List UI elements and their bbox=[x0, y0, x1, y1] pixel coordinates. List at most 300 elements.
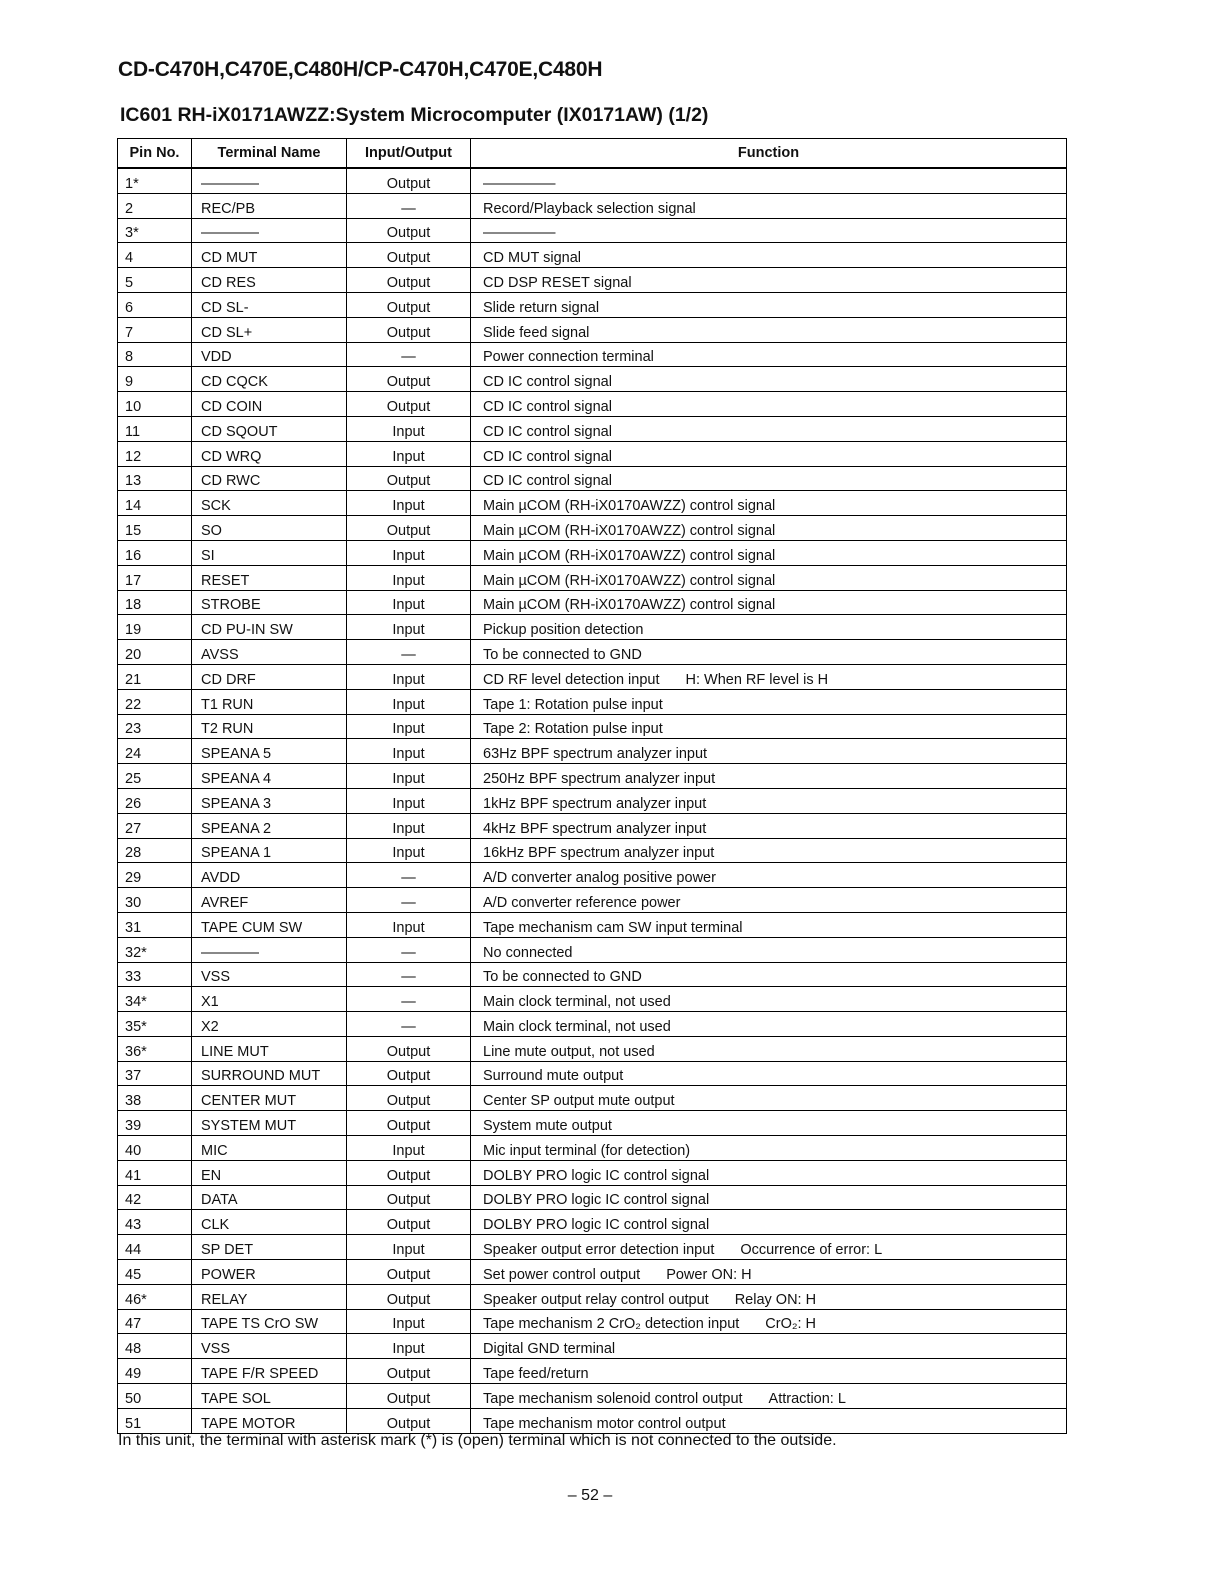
input-output-cell: — bbox=[347, 937, 471, 962]
function-text: Tape 2: Rotation pulse input bbox=[483, 721, 663, 738]
input-output-cell: Input bbox=[347, 615, 471, 640]
table-row bbox=[118, 664, 1067, 689]
table-row bbox=[118, 863, 1067, 888]
pin-number-cell: 24 bbox=[118, 739, 192, 764]
pin-number-cell: 4 bbox=[118, 243, 192, 268]
function-text: Record/Playback selection signal bbox=[483, 200, 696, 217]
function-text: To be connected to GND bbox=[483, 646, 642, 663]
table-row bbox=[118, 764, 1067, 789]
function-cell bbox=[471, 1012, 1067, 1037]
table-row bbox=[118, 1284, 1067, 1309]
pin-number-cell: 40 bbox=[118, 1136, 192, 1161]
input-output-cell: Output bbox=[347, 1284, 471, 1309]
function-text: ————— bbox=[483, 225, 556, 242]
terminal-name-cell: CD SQOUT bbox=[192, 416, 347, 441]
function-text: Main µCOM (RH-iX0170AWZZ) control signal bbox=[483, 572, 776, 589]
pin-number-cell: 12 bbox=[118, 441, 192, 466]
function-text: Slide feed signal bbox=[483, 324, 590, 341]
function-text: A/D converter reference power bbox=[483, 894, 681, 911]
input-output-cell: Output bbox=[347, 218, 471, 243]
pin-number-cell: 8 bbox=[118, 342, 192, 367]
function-text: Surround mute output bbox=[483, 1068, 624, 1085]
function-cell bbox=[471, 739, 1067, 764]
terminal-name-cell: SYSTEM MUT bbox=[192, 1111, 347, 1136]
function-text: Power connection terminal bbox=[483, 349, 654, 366]
function-cell bbox=[471, 863, 1067, 888]
input-output-cell: — bbox=[347, 193, 471, 218]
terminal-name-cell: MIC bbox=[192, 1136, 347, 1161]
input-output-cell: — bbox=[347, 1012, 471, 1037]
table-row bbox=[118, 1384, 1067, 1409]
table-row bbox=[118, 1260, 1067, 1285]
table-row bbox=[118, 640, 1067, 665]
input-output-cell: — bbox=[347, 962, 471, 987]
pin-number-cell: 18 bbox=[118, 590, 192, 615]
input-output-cell: Output bbox=[347, 1384, 471, 1409]
pin-number-cell: 26 bbox=[118, 788, 192, 813]
function-cell bbox=[471, 590, 1067, 615]
function-text: ————— bbox=[483, 175, 556, 192]
pin-number-cell: 44 bbox=[118, 1235, 192, 1260]
terminal-name-cell: POWER bbox=[192, 1260, 347, 1285]
input-output-cell: Input bbox=[347, 540, 471, 565]
function-cell bbox=[471, 441, 1067, 466]
table-row bbox=[118, 540, 1067, 565]
pin-number-cell: 23 bbox=[118, 714, 192, 739]
pin-number-cell: 39 bbox=[118, 1111, 192, 1136]
pin-number-cell: 31 bbox=[118, 912, 192, 937]
table-row bbox=[118, 1160, 1067, 1185]
table-row bbox=[118, 342, 1067, 367]
table-row bbox=[118, 193, 1067, 218]
input-output-cell: Input bbox=[347, 1235, 471, 1260]
pin-number-cell: 13 bbox=[118, 466, 192, 491]
pin-number-cell: 45 bbox=[118, 1260, 192, 1285]
pin-number-cell: 21 bbox=[118, 664, 192, 689]
table-row bbox=[118, 937, 1067, 962]
terminal-name-cell: CD SL+ bbox=[192, 317, 347, 342]
pin-number-cell: 17 bbox=[118, 565, 192, 590]
function-cell bbox=[471, 317, 1067, 342]
footnote: In this unit, the terminal with asterisk mark (*) is (open) terminal which is not connected to the outside. bbox=[118, 1432, 837, 1449]
table-row bbox=[118, 317, 1067, 342]
input-output-cell: Output bbox=[347, 1359, 471, 1384]
terminal-name-cell: TAPE MOTOR bbox=[192, 1408, 347, 1433]
function-cell bbox=[471, 1160, 1067, 1185]
terminal-name-cell: RELAY bbox=[192, 1284, 347, 1309]
function-text: Main µCOM (RH-iX0170AWZZ) control signal bbox=[483, 498, 776, 515]
function-note: Attraction: L bbox=[768, 1390, 846, 1407]
function-text: Speaker output relay control output bbox=[483, 1291, 709, 1308]
terminal-name-cell: SP DET bbox=[192, 1235, 347, 1260]
input-output-cell: Output bbox=[347, 1036, 471, 1061]
function-cell bbox=[471, 838, 1067, 863]
function-text: Digital GND terminal bbox=[483, 1341, 616, 1358]
input-output-cell: Output bbox=[347, 317, 471, 342]
function-cell bbox=[471, 1185, 1067, 1210]
pin-number-cell: 49 bbox=[118, 1359, 192, 1384]
input-output-cell: Output bbox=[347, 1260, 471, 1285]
function-text: CD IC control signal bbox=[483, 374, 612, 391]
input-output-cell: Input bbox=[347, 441, 471, 466]
function-cell bbox=[471, 664, 1067, 689]
terminal-name-cell: X2 bbox=[192, 1012, 347, 1037]
input-output-cell: Output bbox=[347, 1408, 471, 1433]
table-body bbox=[118, 168, 1067, 1433]
table-row bbox=[118, 987, 1067, 1012]
input-output-cell: Input bbox=[347, 764, 471, 789]
pin-number-cell: 41 bbox=[118, 1160, 192, 1185]
terminal-name-cell: CD WRQ bbox=[192, 441, 347, 466]
function-cell bbox=[471, 1210, 1067, 1235]
table-row bbox=[118, 1359, 1067, 1384]
function-text: 1kHz BPF spectrum analyzer input bbox=[483, 795, 707, 812]
terminal-name-cell: SPEANA 3 bbox=[192, 788, 347, 813]
input-output-cell: Output bbox=[347, 392, 471, 417]
function-text: CD RF level detection input bbox=[483, 671, 660, 688]
pin-number-cell: 3* bbox=[118, 218, 192, 243]
function-text: A/D converter analog positive power bbox=[483, 870, 716, 887]
table-row bbox=[118, 392, 1067, 417]
terminal-name-cell: TAPE SOL bbox=[192, 1384, 347, 1409]
input-output-cell: Output bbox=[347, 168, 471, 193]
table-row bbox=[118, 1036, 1067, 1061]
terminal-name-cell: LINE MUT bbox=[192, 1036, 347, 1061]
table-row bbox=[118, 1086, 1067, 1111]
table-row bbox=[118, 788, 1067, 813]
pin-number-cell: 7 bbox=[118, 317, 192, 342]
pin-number-cell: 19 bbox=[118, 615, 192, 640]
function-text: Mic input terminal (for detection) bbox=[483, 1142, 691, 1159]
terminal-name-cell: SI bbox=[192, 540, 347, 565]
pin-number-cell: 14 bbox=[118, 491, 192, 516]
function-cell bbox=[471, 292, 1067, 317]
function-cell bbox=[471, 689, 1067, 714]
function-cell bbox=[471, 714, 1067, 739]
function-cell bbox=[471, 218, 1067, 243]
input-output-cell: Output bbox=[347, 243, 471, 268]
function-cell bbox=[471, 1384, 1067, 1409]
table-row bbox=[118, 1136, 1067, 1161]
function-text: Tape mechanism solenoid control output bbox=[483, 1390, 743, 1407]
function-cell bbox=[471, 268, 1067, 293]
function-note: H: When RF level is H bbox=[685, 671, 829, 688]
function-cell bbox=[471, 342, 1067, 367]
table-row bbox=[118, 218, 1067, 243]
pin-number-cell: 51 bbox=[118, 1408, 192, 1433]
function-text: Tape mechanism 2 CrO₂ detection input bbox=[483, 1316, 740, 1333]
terminal-name-cell: CD PU-IN SW bbox=[192, 615, 347, 640]
table-row bbox=[118, 1408, 1067, 1433]
table-row bbox=[118, 268, 1067, 293]
function-text: 63Hz BPF spectrum analyzer input bbox=[483, 746, 708, 763]
header-terminal-name: Terminal Name bbox=[192, 139, 347, 169]
table-row bbox=[118, 813, 1067, 838]
pin-number-cell: 1* bbox=[118, 168, 192, 193]
header-function: Function bbox=[471, 139, 1067, 169]
table-row bbox=[118, 491, 1067, 516]
function-note: Relay ON: H bbox=[734, 1291, 817, 1308]
terminal-name-cell: RESET bbox=[192, 565, 347, 590]
terminal-name-cell: CD CQCK bbox=[192, 367, 347, 392]
terminal-name-cell: TAPE TS CrO SW bbox=[192, 1309, 347, 1334]
function-text: 4kHz BPF spectrum analyzer input bbox=[483, 820, 707, 837]
input-output-cell: Output bbox=[347, 516, 471, 541]
terminal-name-cell: TAPE F/R SPEED bbox=[192, 1359, 347, 1384]
function-cell bbox=[471, 1235, 1067, 1260]
table-row bbox=[118, 168, 1067, 193]
table-row bbox=[118, 441, 1067, 466]
function-text: Main clock terminal, not used bbox=[483, 1018, 671, 1035]
function-cell bbox=[471, 466, 1067, 491]
terminal-name-cell: T2 RUN bbox=[192, 714, 347, 739]
terminal-name-cell: CD COIN bbox=[192, 392, 347, 417]
pin-number-cell: 27 bbox=[118, 813, 192, 838]
function-cell bbox=[471, 1036, 1067, 1061]
terminal-name-cell: SPEANA 4 bbox=[192, 764, 347, 789]
terminal-name-cell: ———— bbox=[192, 937, 347, 962]
pin-number-cell: 47 bbox=[118, 1309, 192, 1334]
pin-number-cell: 50 bbox=[118, 1384, 192, 1409]
terminal-name-cell: AVDD bbox=[192, 863, 347, 888]
function-text: Pickup position detection bbox=[483, 622, 644, 639]
function-cell bbox=[471, 1334, 1067, 1359]
table-row bbox=[118, 912, 1067, 937]
input-output-cell: Output bbox=[347, 367, 471, 392]
terminal-name-cell: VSS bbox=[192, 1334, 347, 1359]
function-cell bbox=[471, 912, 1067, 937]
terminal-name-cell: SPEANA 2 bbox=[192, 813, 347, 838]
function-cell bbox=[471, 962, 1067, 987]
pin-number-cell: 28 bbox=[118, 838, 192, 863]
function-text: System mute output bbox=[483, 1118, 612, 1135]
input-output-cell: Input bbox=[347, 813, 471, 838]
table-row bbox=[118, 516, 1067, 541]
terminal-name-cell: X1 bbox=[192, 987, 347, 1012]
terminal-name-cell: TAPE CUM SW bbox=[192, 912, 347, 937]
header-pin-no: Pin No. bbox=[118, 139, 192, 169]
input-output-cell: Output bbox=[347, 1086, 471, 1111]
function-text: CD IC control signal bbox=[483, 423, 612, 440]
input-output-cell: Input bbox=[347, 1309, 471, 1334]
function-text: CD IC control signal bbox=[483, 398, 612, 415]
function-cell bbox=[471, 788, 1067, 813]
terminal-name-cell: CENTER MUT bbox=[192, 1086, 347, 1111]
input-output-cell: Input bbox=[347, 838, 471, 863]
table-row bbox=[118, 1235, 1067, 1260]
function-text: Center SP output mute output bbox=[483, 1093, 675, 1110]
input-output-cell: — bbox=[347, 888, 471, 913]
function-note: Power ON: H bbox=[666, 1266, 752, 1283]
function-text: Speaker output error detection input bbox=[483, 1242, 715, 1259]
input-output-cell: Input bbox=[347, 590, 471, 615]
input-output-cell: Output bbox=[347, 1160, 471, 1185]
function-cell bbox=[471, 1111, 1067, 1136]
pin-number-cell: 35* bbox=[118, 1012, 192, 1037]
input-output-cell: Input bbox=[347, 739, 471, 764]
terminal-name-cell: SPEANA 1 bbox=[192, 838, 347, 863]
terminal-name-cell: CD RWC bbox=[192, 466, 347, 491]
terminal-name-cell: AVSS bbox=[192, 640, 347, 665]
table-row bbox=[118, 1185, 1067, 1210]
pin-number-cell: 2 bbox=[118, 193, 192, 218]
pin-number-cell: 42 bbox=[118, 1185, 192, 1210]
pin-number-cell: 32* bbox=[118, 937, 192, 962]
function-text: CD DSP RESET signal bbox=[483, 274, 632, 291]
function-cell bbox=[471, 813, 1067, 838]
table-row bbox=[118, 367, 1067, 392]
input-output-cell: Input bbox=[347, 912, 471, 937]
function-cell bbox=[471, 416, 1067, 441]
input-output-cell: Input bbox=[347, 1136, 471, 1161]
terminal-name-cell: EN bbox=[192, 1160, 347, 1185]
input-output-cell: Input bbox=[347, 491, 471, 516]
terminal-name-cell: SPEANA 5 bbox=[192, 739, 347, 764]
pin-number-cell: 5 bbox=[118, 268, 192, 293]
terminal-name-cell: SO bbox=[192, 516, 347, 541]
pin-number-cell: 25 bbox=[118, 764, 192, 789]
function-cell bbox=[471, 243, 1067, 268]
terminal-name-cell: CD RES bbox=[192, 268, 347, 293]
input-output-cell: Output bbox=[347, 466, 471, 491]
input-output-cell: Input bbox=[347, 565, 471, 590]
pin-number-cell: 9 bbox=[118, 367, 192, 392]
table-row bbox=[118, 1210, 1067, 1235]
input-output-cell: Output bbox=[347, 268, 471, 293]
function-text: No connected bbox=[483, 944, 573, 961]
header-input-output: Input/Output bbox=[347, 139, 471, 169]
pin-number-cell: 16 bbox=[118, 540, 192, 565]
function-cell bbox=[471, 565, 1067, 590]
pin-number-cell: 22 bbox=[118, 689, 192, 714]
function-cell bbox=[471, 615, 1067, 640]
terminal-name-cell: SCK bbox=[192, 491, 347, 516]
table-row bbox=[118, 689, 1067, 714]
function-cell bbox=[471, 1284, 1067, 1309]
table-row bbox=[118, 714, 1067, 739]
function-text: CD IC control signal bbox=[483, 448, 612, 465]
pin-number-cell: 34* bbox=[118, 987, 192, 1012]
function-text: To be connected to GND bbox=[483, 969, 642, 986]
pin-number-cell: 6 bbox=[118, 292, 192, 317]
pin-number-cell: 48 bbox=[118, 1334, 192, 1359]
input-output-cell: — bbox=[347, 342, 471, 367]
table-row bbox=[118, 888, 1067, 913]
function-text: Tape 1: Rotation pulse input bbox=[483, 696, 663, 713]
table-row bbox=[118, 565, 1067, 590]
pin-number-cell: 33 bbox=[118, 962, 192, 987]
function-cell bbox=[471, 888, 1067, 913]
function-text: 250Hz BPF spectrum analyzer input bbox=[483, 770, 716, 787]
table-row bbox=[118, 1012, 1067, 1037]
function-cell bbox=[471, 540, 1067, 565]
function-note: Occurrence of error: L bbox=[740, 1242, 883, 1259]
function-text: Line mute output, not used bbox=[483, 1043, 655, 1060]
function-cell bbox=[471, 367, 1067, 392]
function-text: DOLBY PRO logic IC control signal bbox=[483, 1167, 710, 1184]
table-row bbox=[118, 292, 1067, 317]
pin-number-cell: 38 bbox=[118, 1086, 192, 1111]
table-row bbox=[118, 739, 1067, 764]
terminal-name-cell: CD SL- bbox=[192, 292, 347, 317]
function-cell bbox=[471, 1260, 1067, 1285]
table-header-row bbox=[118, 139, 1067, 169]
function-text: Main µCOM (RH-iX0170AWZZ) control signal bbox=[483, 522, 776, 539]
terminal-name-cell: CD MUT bbox=[192, 243, 347, 268]
input-output-cell: Input bbox=[347, 788, 471, 813]
input-output-cell: Output bbox=[347, 1061, 471, 1086]
pin-function-table bbox=[117, 138, 1067, 1434]
function-cell bbox=[471, 1309, 1067, 1334]
input-output-cell: — bbox=[347, 863, 471, 888]
function-text: Set power control output bbox=[483, 1266, 641, 1283]
function-text: Main µCOM (RH-iX0170AWZZ) control signal bbox=[483, 597, 776, 614]
terminal-name-cell: T1 RUN bbox=[192, 689, 347, 714]
table-row bbox=[118, 1334, 1067, 1359]
input-output-cell: — bbox=[347, 640, 471, 665]
input-output-cell: Input bbox=[347, 1334, 471, 1359]
pin-number-cell: 46* bbox=[118, 1284, 192, 1309]
function-text: Main clock terminal, not used bbox=[483, 994, 671, 1011]
terminal-name-cell: ———— bbox=[192, 168, 347, 193]
function-cell bbox=[471, 987, 1067, 1012]
function-cell bbox=[471, 640, 1067, 665]
pin-number-cell: 11 bbox=[118, 416, 192, 441]
function-cell bbox=[471, 1086, 1067, 1111]
terminal-name-cell: VDD bbox=[192, 342, 347, 367]
function-text: Tape feed/return bbox=[483, 1366, 589, 1383]
section-title: IC601 RH-iX0171AWZZ:System Microcomputer (IX0171AW) (1/2) bbox=[120, 104, 709, 126]
terminal-name-cell: CD DRF bbox=[192, 664, 347, 689]
function-text: Tape mechanism cam SW input terminal bbox=[483, 919, 743, 936]
input-output-cell: Output bbox=[347, 1210, 471, 1235]
table-row bbox=[118, 838, 1067, 863]
terminal-name-cell: STROBE bbox=[192, 590, 347, 615]
pin-number-cell: 10 bbox=[118, 392, 192, 417]
function-text: DOLBY PRO logic IC control signal bbox=[483, 1192, 710, 1209]
pin-number-cell: 30 bbox=[118, 888, 192, 913]
input-output-cell: — bbox=[347, 987, 471, 1012]
pin-number-cell: 15 bbox=[118, 516, 192, 541]
terminal-name-cell: DATA bbox=[192, 1185, 347, 1210]
pin-number-cell: 20 bbox=[118, 640, 192, 665]
table-row bbox=[118, 615, 1067, 640]
pin-number-cell: 37 bbox=[118, 1061, 192, 1086]
pin-number-cell: 36* bbox=[118, 1036, 192, 1061]
table-row bbox=[118, 1061, 1067, 1086]
model-title: CD-C470H,C470E,C480H/CP-C470H,C470E,C480H bbox=[118, 58, 603, 81]
function-cell bbox=[471, 168, 1067, 193]
table-row bbox=[118, 962, 1067, 987]
table-row bbox=[118, 1111, 1067, 1136]
input-output-cell: Input bbox=[347, 714, 471, 739]
function-cell bbox=[471, 193, 1067, 218]
function-text: CD MUT signal bbox=[483, 250, 582, 267]
table-row bbox=[118, 416, 1067, 441]
table-row bbox=[118, 590, 1067, 615]
terminal-name-cell: CLK bbox=[192, 1210, 347, 1235]
input-output-cell: Output bbox=[347, 1111, 471, 1136]
pin-number-cell: 29 bbox=[118, 863, 192, 888]
terminal-name-cell: SURROUND MUT bbox=[192, 1061, 347, 1086]
terminal-name-cell: ———— bbox=[192, 218, 347, 243]
function-cell bbox=[471, 491, 1067, 516]
table-row bbox=[118, 243, 1067, 268]
terminal-name-cell: VSS bbox=[192, 962, 347, 987]
input-output-cell: Output bbox=[347, 292, 471, 317]
function-cell bbox=[471, 1136, 1067, 1161]
function-text: Main µCOM (RH-iX0170AWZZ) control signal bbox=[483, 547, 776, 564]
